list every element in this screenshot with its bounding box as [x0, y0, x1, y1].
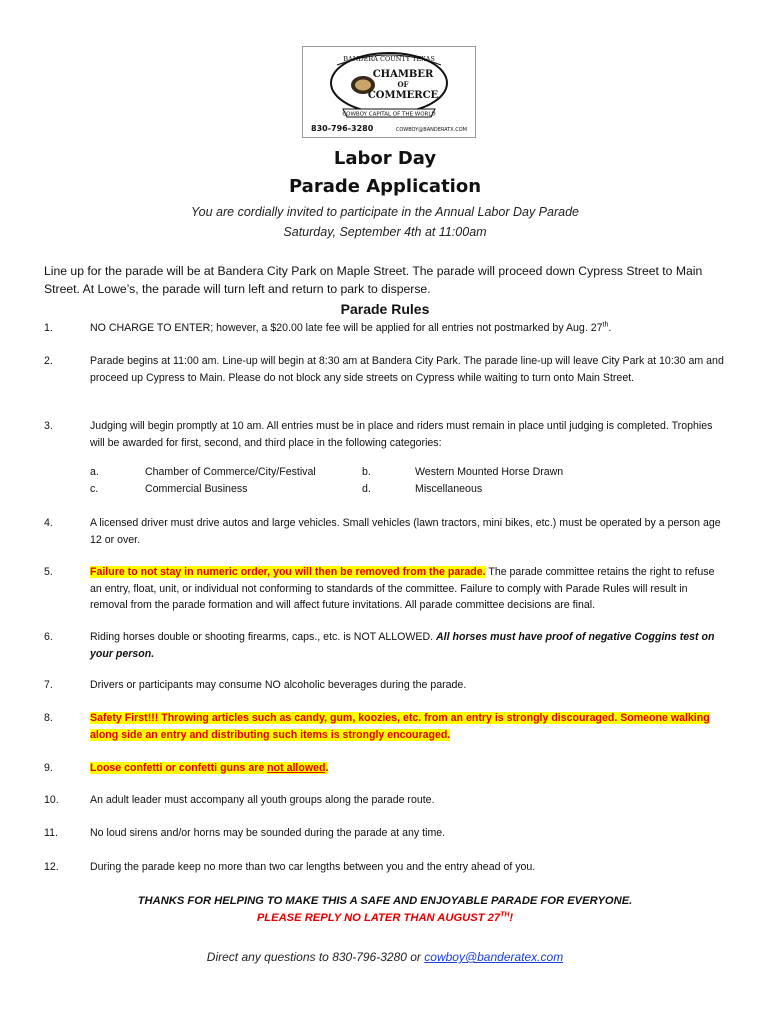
rule-number: 6.	[44, 631, 53, 643]
rule-7-text: Drivers or participants may consume NO alcoholic beverages during the parade.	[90, 679, 467, 691]
rule-number: 12.	[44, 861, 59, 873]
rule-9-highlight-a: Loose confetti or confetti guns are	[90, 762, 268, 774]
rule-number: 3.	[44, 420, 53, 432]
rule-number: 8.	[44, 712, 53, 724]
reply-deadline-text: PLEASE REPLY NO LATER THAN AUGUST 27	[256, 912, 501, 924]
rule-2-text: Parade begins at 11:00 am. Line-up will begin at 8:30 am at Bandera City Park. The parade line-up will leave City Park at 10:30 am and proceed up Cypress to Main. Please do not block any side streets on Cypress while waiting to turn onto Main Street.	[90, 355, 724, 384]
invite-line1: You are cordially invited to participate in the Annual Labor Day Parade	[191, 205, 579, 219]
category-b-letter: b.	[362, 466, 371, 478]
rule-number: 5.	[44, 566, 53, 578]
rule-1-end: .	[608, 322, 612, 334]
rule-9-text	[90, 760, 728, 777]
rule-number: 11.	[44, 827, 58, 839]
logo-top-text: BANDERA COUNTY TEXAS	[343, 55, 435, 63]
logo-ribbon: COWBOY CAPITAL OF THE WORLD	[342, 111, 436, 118]
rule-4-text: A licensed driver must drive autos and large vehicles. Small vehicles (lawn tractors, mini bikes, etc.) must be operated by a person age 12 or over.	[90, 517, 721, 546]
reply-deadline-end: !	[509, 912, 514, 924]
intro-paragraph: Line up for the parade will be at Bandera City Park on Maple Street. The parade will proceed down Cypress Street to Main Street. At Lowe’s, the parade will turn left and return to park to disperse.	[44, 264, 703, 296]
rule-5-body: The parade committee retains the right to refuse an entry, float, unit, or individual not conforming to standards of the committee. Failure to comply with Parade Rules will result in removal from the parade formation and will affect future invitations. All parade committee decisions are final.	[90, 566, 715, 611]
rule-number: 7.	[44, 679, 53, 691]
rule-number: 4.	[44, 517, 53, 529]
invite-line2: Saturday, September 4th at 11:00am	[283, 225, 487, 239]
rule-number: 1.	[44, 322, 53, 334]
logo-line1: CHAMBER	[372, 69, 434, 80]
rule-9-underline: not allowed	[267, 762, 326, 774]
reply-deadline-sup: TH	[500, 911, 510, 919]
contact-email-link[interactable]: cowboy@banderatex.com	[424, 950, 564, 964]
chamber-logo-graphic	[303, 47, 475, 137]
rule-6-text	[90, 629, 728, 662]
category-c-name: Commercial Business	[145, 483, 248, 495]
page-title-line2: Parade Application	[288, 176, 482, 197]
rule-8-highlight: Safety First!!! Throwing articles such as candy, gum, koozies, etc. from an entry is strongly discouraged. Someone walking along side an entry and distributing such items is strongly encouraged.	[90, 712, 710, 741]
category-d-name: Miscellaneous	[415, 483, 483, 495]
logo-line3: COMMERCE	[367, 90, 439, 101]
rule-number: 10.	[44, 794, 59, 806]
category-b-name: Western Mounted Horse Drawn	[415, 466, 564, 478]
rule-number: 9.	[44, 762, 53, 774]
category-a-letter: a.	[90, 466, 99, 478]
rule-9-highlight-b: .	[325, 762, 329, 774]
contact-line	[0, 950, 770, 964]
category-a-name: Chamber of Commerce/City/Festival	[145, 466, 316, 478]
rules-heading: Parade Rules	[340, 301, 430, 317]
rule-6-bold: All horses must have proof of negative Coggins test on your person.	[90, 631, 715, 660]
rule-5-highlight: Failure to not stay in numeric order, you will then be removed from the parade.	[90, 566, 486, 578]
reply-deadline	[0, 912, 770, 924]
category-d-letter: d.	[362, 483, 371, 495]
thanks-line: THANKS FOR HELPING TO MAKE THIS A SAFE AND ENJOYABLE PARADE FOR EVERYONE.	[137, 895, 633, 907]
rule-12-text: During the parade keep no more than two car lengths between you and the entry ahead of you.	[90, 861, 536, 873]
rule-6-body: Riding horses double or shooting firearms, caps., etc. is NOT ALLOWED.	[90, 631, 437, 643]
category-c-letter: c.	[90, 483, 99, 495]
logo-web: COWBOY@BANDERATX.COM	[395, 127, 467, 133]
logo-line2: OF	[397, 80, 409, 89]
rule-5-text	[90, 564, 728, 614]
rule-8-text	[90, 710, 728, 743]
rule-1-text: NO CHARGE TO ENTER; however, a $20.00 late fee will be applied for all entries not postmarked by Aug. 27	[90, 322, 603, 334]
contact-prefix: Direct any questions to 830-796-3280 or	[206, 950, 425, 964]
rule-text	[90, 320, 728, 337]
logo-phone: 830-796-3280	[311, 124, 374, 133]
rule-11-text: No loud sirens and/or horns may be sounded during the parade at any time.	[90, 827, 446, 839]
rule-3-text: Judging will begin promptly at 10 am. All entries must be in place and riders must remain in place until judging is completed. Trophies will be awarded for first, second, and third place in the following categories:	[90, 420, 713, 449]
chamber-logo	[302, 46, 476, 138]
rule-number: 2.	[44, 355, 53, 367]
rule-10-text: An adult leader must accompany all youth groups along the parade route.	[90, 794, 435, 806]
page-title-line1: Labor Day	[333, 148, 437, 169]
rule-1-sup: th	[602, 321, 609, 329]
